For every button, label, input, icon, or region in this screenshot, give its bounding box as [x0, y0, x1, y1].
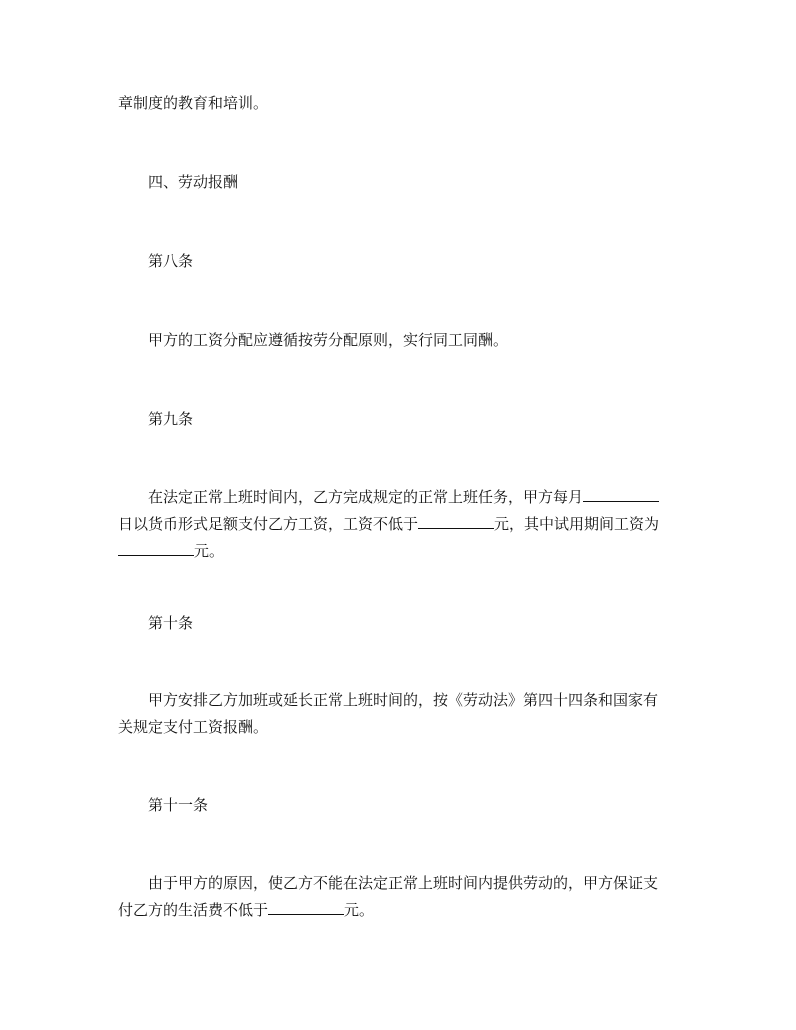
article-9-line-1-text: 在法定正常上班时间内，乙方完成规定的正常上班任务，甲方每月	[148, 488, 584, 506]
article-9-line-2-text-b: 元，其中试用期间工资为	[494, 515, 660, 533]
paragraph-continuation: 章制度的教育和培训。	[118, 94, 269, 112]
article-8-title: 第八条	[148, 252, 194, 270]
article-11-line-1: 由于甲方的原因，使乙方不能在法定正常上班时间内提供劳动的，甲方保证支	[148, 874, 659, 892]
article-11-line-2-text-a: 付乙方的生活费不低于	[118, 901, 269, 919]
article-11-line-2	[118, 897, 683, 924]
article-10-text	[118, 687, 683, 741]
fill-in-blank-living-allowance	[268, 900, 344, 915]
article-10-title: 第十条	[148, 614, 194, 632]
article-11-title: 第十一条	[148, 796, 209, 814]
article-9-title: 第九条	[148, 410, 194, 428]
article-9-line-2-text-a: 日以货币形式足额支付乙方工资，工资不低于	[118, 515, 419, 533]
article-9-line-2	[118, 511, 683, 538]
section-heading-labor-remuneration: 四、劳动报酬	[148, 173, 239, 191]
article-9-text	[118, 484, 683, 565]
article-10-line-1: 甲方安排乙方加班或延长正常上班时间的，按《劳动法》第四十四条和国家有	[148, 691, 659, 709]
article-9-line-3	[118, 538, 683, 565]
fill-in-blank-probation-wage	[118, 541, 194, 556]
article-9-line-1	[118, 484, 683, 511]
fill-in-blank-min-wage	[418, 514, 494, 529]
article-10-line-2: 关规定支付工资报酬。	[118, 718, 269, 736]
article-8-text: 甲方的工资分配应遵循按劳分配原则，实行同工同酬。	[148, 331, 509, 349]
article-11-text	[118, 870, 683, 924]
article-11-line-2-text-b: 元。	[344, 901, 375, 919]
fill-in-blank-pay-day	[583, 487, 659, 502]
article-9-line-3-text: 元。	[194, 542, 225, 560]
